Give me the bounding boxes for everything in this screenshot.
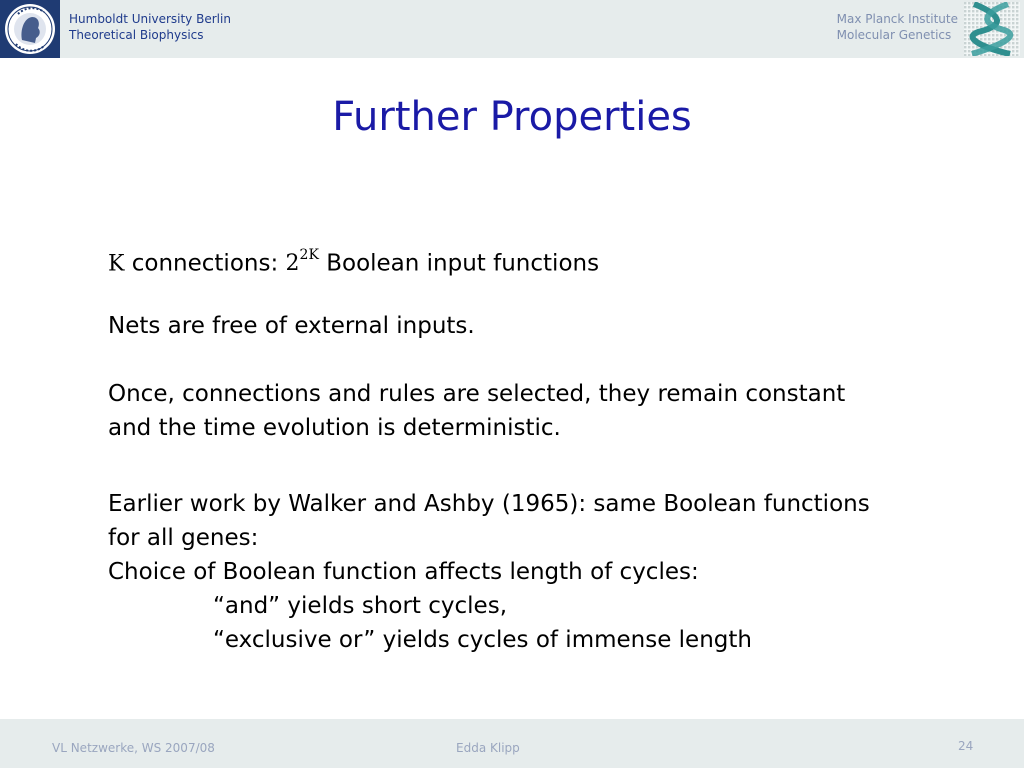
institute-name: Max Planck Institute: [836, 12, 958, 26]
dna-helix-logo: [964, 2, 1020, 56]
body-line-choice: Choice of Boolean function affects length of cycles:: [108, 559, 699, 585]
department-name: Theoretical Biophysics: [69, 28, 204, 42]
math-var-k: K: [108, 251, 125, 277]
footer-bar: [0, 719, 1024, 768]
connections-text: connections:: [124, 250, 286, 277]
university-name: Humboldt University Berlin: [69, 12, 231, 26]
body-line-connections: [108, 241, 988, 275]
boolean-functions-text: Boolean input functions: [318, 250, 600, 277]
university-affiliation: [69, 11, 231, 43]
body-line-xor: “exclusive or” yields cycles of immense length: [213, 627, 752, 653]
institute-department: Molecular Genetics: [836, 28, 952, 42]
body-line-walker-ashby: Earlier work by Walker and Ashby (1965): same Boolean functions: [108, 491, 870, 517]
math-base: 2: [285, 251, 300, 277]
body-line-all-genes: for all genes:: [108, 525, 259, 551]
body-line-once: Once, connections and rules are selected, they remain constant: [108, 381, 846, 407]
body-line-nets: Nets are free of external inputs.: [108, 313, 475, 339]
body-line-deterministic: and the time evolution is deterministic.: [108, 415, 561, 441]
slide-title: Further Properties: [332, 94, 692, 140]
math-exponent: 2K: [299, 247, 319, 263]
body-line-and: “and” yields short cycles,: [213, 593, 508, 619]
footer-author: Edda Klipp: [456, 741, 520, 755]
header-bar: [0, 0, 1024, 58]
footer-course: VL Netzwerke, WS 2007/08: [52, 741, 215, 755]
page-number: 24: [958, 739, 974, 753]
slide-body: [108, 241, 988, 657]
humboldt-university-seal-logo: [0, 0, 60, 58]
institute-affiliation: [837, 11, 958, 43]
math-power: [285, 247, 319, 277]
